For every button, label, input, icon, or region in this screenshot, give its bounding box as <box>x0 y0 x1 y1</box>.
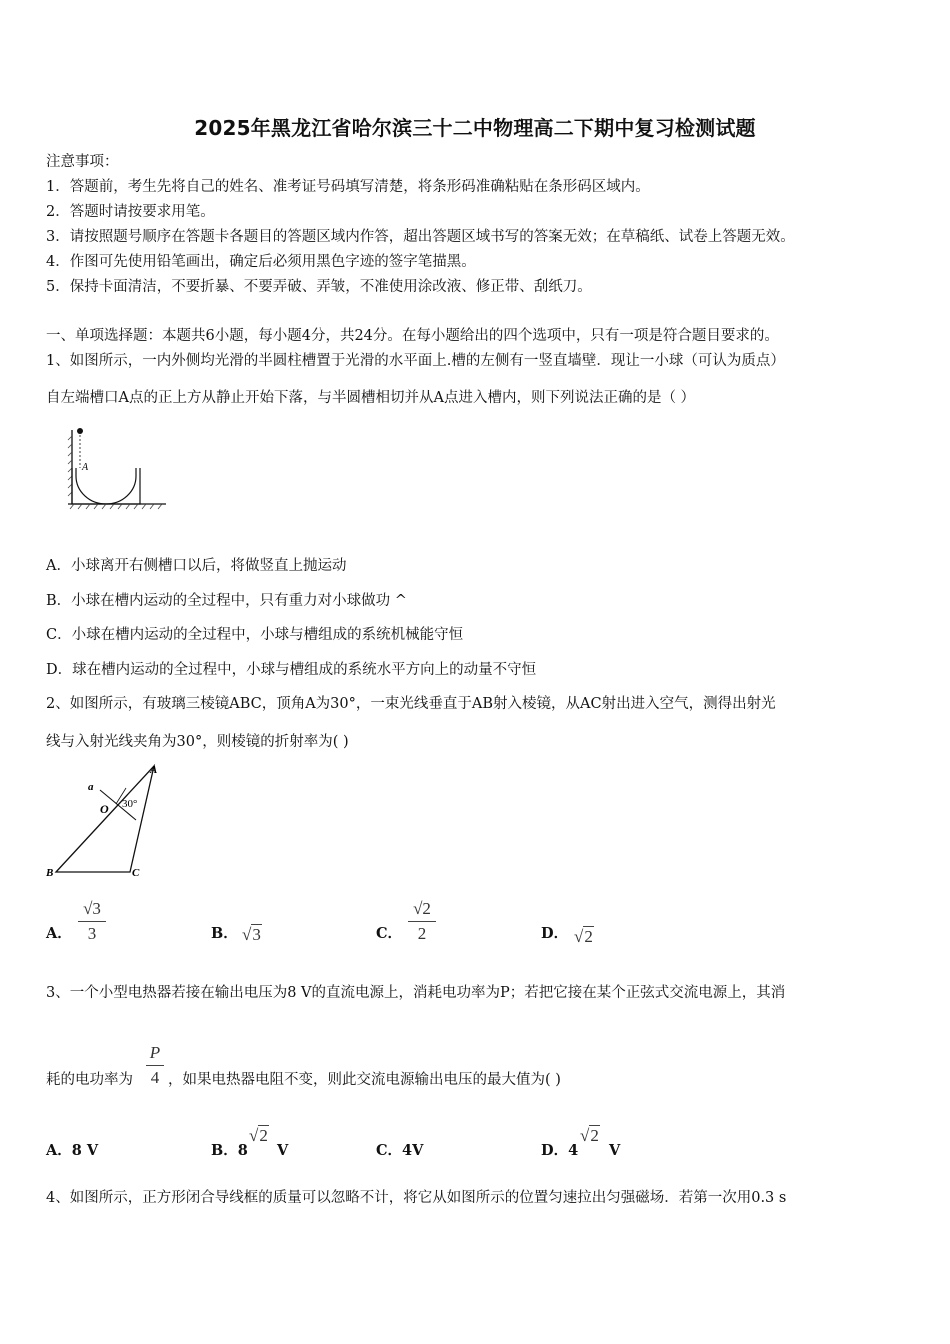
radicand: 3 <box>252 925 261 944</box>
prism-abc <box>56 766 154 872</box>
radicand: 2 <box>590 1126 599 1145</box>
q2-stem-line2: 线与入射光线夹角为30°，则棱镜的折射率为( ) <box>46 734 349 750</box>
q3-option-b-sqrt: √2 <box>249 1126 268 1145</box>
notice-item: 5．保持卡面清洁，不要折暴、不要弄破、弄皱，不准使用涂改液、修正带、刮纸刀。 <box>46 279 592 295</box>
q2-stem-line1: 2、如图所示，有玻璃三棱镜ABC，顶角A为30°，一束光线垂直于AB射入棱镜，从AC射出进入空气，测得出射光 <box>46 696 776 712</box>
q3-stem-line2-post: ，如果电热器电阻不变，则此交流电源输出电压的最大值为( ) <box>168 1072 561 1088</box>
fraction-numerator: P <box>149 1043 161 1062</box>
ball <box>77 428 83 434</box>
q1-stem-line1: 1、如图所示，一内外侧均光滑的半圆柱槽置于光滑的水平面上.槽的左侧有一竖直墙壁．现让一小球（可认为质点） <box>46 353 785 369</box>
q3-option-b-unit: V <box>277 1142 289 1159</box>
q4-stem-line1: 4、如图所示，正方形闭合导线框的质量可以忽略不计，将它从如图所示的位置匀速拉出匀强磁场．若第一次用0.3 s <box>46 1190 787 1206</box>
radicand: 2 <box>259 1126 268 1145</box>
q3-stem-line1: 3、一个小型电热器若接在输出电压为8 V的直流电源上，消耗电功率为P；若把它接在某个正弦式交流电源上，其消 <box>46 985 786 1001</box>
q3-option-b-label: B．8 <box>211 1142 248 1159</box>
q2-option-c-fraction <box>408 899 436 944</box>
q2-figure-prism <box>44 760 164 880</box>
label-vertex-a: A <box>150 764 158 776</box>
q3-option-a: A．8 V <box>46 1142 99 1159</box>
q1-option-b: B．小球在槽内运动的全过程中，只有重力对小球做功 ^ <box>46 593 407 609</box>
q2-option-b-label: B． <box>211 925 238 942</box>
q3-option-d-sqrt: √2 <box>580 1126 599 1145</box>
page-title: 2025年黑龙江省哈尔滨三十二中物理高二下期中复习检测试题 <box>194 116 756 140</box>
label-angle: 30° <box>122 798 138 810</box>
q2-option-c-label: C． <box>376 925 403 942</box>
ground-hatch <box>70 504 162 509</box>
fraction-denominator: 2 <box>417 924 427 943</box>
radicand: 2 <box>584 927 593 946</box>
section-heading: 一、单项选择题：本题共6小题，每小题4分，共24分。在每小题给出的四个选项中，只有一项是符合题目要求的。 <box>46 328 779 344</box>
point-a-label: A <box>82 462 89 473</box>
notice-item: 3．请按照题号顺序在答题卡各题目的答题区域内作答，超出答题区域书写的答案无效；在草稿纸、试卷上答题无效。 <box>46 229 795 245</box>
q1-option-c: C．小球在槽内运动的全过程中，小球与槽组成的系统机械能守恒 <box>46 627 464 643</box>
label-o: O <box>100 802 109 816</box>
q1-stem-line2: 自左端槽口A点的正上方从静止开始下落，与半圆槽相切并从A点进入槽内，则下列说法正确的是（ ） <box>46 390 696 406</box>
q2-option-b-sqrt: √3 <box>242 925 261 944</box>
label-b: B <box>46 867 54 879</box>
q1-figure-semicircle-groove <box>64 424 170 510</box>
label-a-lower: a <box>88 781 94 793</box>
q3-option-d-unit: V <box>609 1142 621 1159</box>
q3-stem-line2-pre: 耗的电功率为 <box>46 1072 133 1088</box>
q2-option-a-fraction <box>78 899 106 944</box>
fraction-denominator: 4 <box>150 1068 160 1087</box>
q3-option-c: C．4V <box>376 1142 424 1159</box>
notice-heading: 注意事项： <box>46 154 119 170</box>
notice-item: 2．答题时请按要求用笔。 <box>46 204 215 220</box>
q1-option-d: D．球在槽内运动的全过程中，小球与槽组成的系统水平方向上的动量不守恒 <box>46 662 537 678</box>
q2-option-a-label: A． <box>46 925 72 942</box>
fraction-numerator: √2 <box>413 899 431 918</box>
groove-inner <box>76 468 136 504</box>
q3-option-d-label: D．4 <box>541 1142 579 1159</box>
notice-item: 4．作图可先使用铅笔画出，确定后必须用黑色字迹的签字笔描黑。 <box>46 254 476 270</box>
q2-option-d-sqrt: √2 <box>574 927 593 946</box>
notice-item: 1．答题前，考生先将自己的姓名、准考证号码填写清楚，将条形码准确粘贴在条形码区域内。 <box>46 179 650 195</box>
groove-outer <box>72 468 140 504</box>
fraction-denominator: 3 <box>87 924 97 943</box>
label-c: C <box>132 867 140 879</box>
q3-fraction <box>146 1043 164 1088</box>
q2-option-d-label: D． <box>541 925 569 942</box>
fraction-numerator: √3 <box>83 899 101 918</box>
q1-option-a: A．小球离开右侧槽口以后，将做竖直上抛运动 <box>46 558 347 574</box>
